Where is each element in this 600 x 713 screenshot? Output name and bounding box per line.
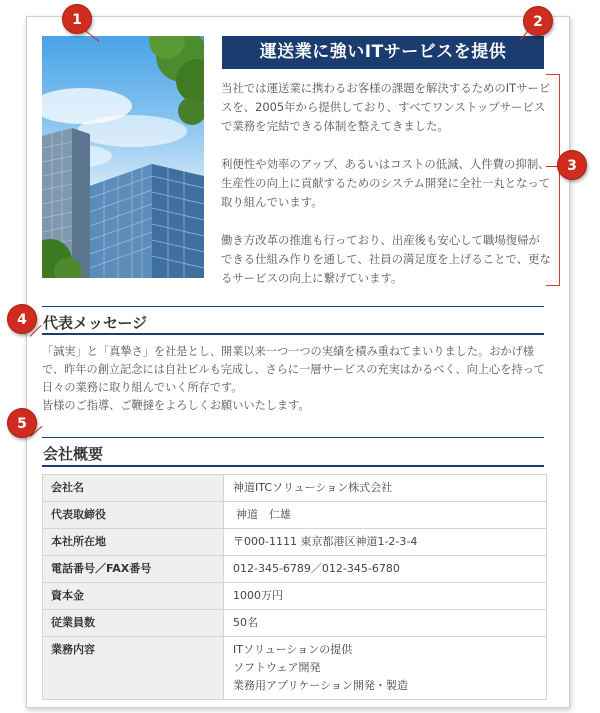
business-item: ソフトウェア開発	[233, 661, 321, 674]
callout-bracket	[546, 74, 560, 286]
message-section-title: 代表メッセージ	[43, 314, 148, 332]
marker-badge-5: 5	[7, 408, 37, 438]
intro-paragraph: 当社では運送業に携わるお客様の課題を解決するためのITサービスを、2005年から提供しており、すべてワンストップサービスで業務を完結できる体制を整えてきました。	[221, 81, 551, 133]
row-value: 1000万円	[224, 583, 547, 610]
office-buildings-image	[42, 36, 204, 278]
marker-badge-1: 1	[62, 4, 92, 34]
marker-badge-2: 2	[523, 6, 553, 36]
section-top-rule	[42, 437, 544, 438]
table-row	[43, 583, 547, 610]
row-label: 従業員数	[43, 610, 224, 637]
section-bottom-rule	[42, 465, 544, 467]
message-line: 「誠実」と「真摯さ」を社是とし、開業以来一つ一つの実績を積み重ねてまいりました。おかげ様で、昨年の創立記念には自社ビルも完成し、さらに一層サービスの充実はかるべく、向上心を持って日々の業務に取り組んでいく所存です。	[42, 345, 545, 394]
intro-paragraph: 利便性や効率のアップ、あるいはコストの低減、人件費の抑制、生産性の向上に貢献するためのシステム開発に全社一丸となって取り組んでいます。	[221, 157, 551, 209]
row-label: 本社所在地	[43, 529, 224, 556]
row-value: 神道 仁雄	[224, 502, 547, 529]
company-info-table	[42, 474, 547, 700]
row-label: 資本金	[43, 583, 224, 610]
row-value: 50名	[224, 610, 547, 637]
row-label: 代表取締役	[43, 502, 224, 529]
marker-badge-4: 4	[7, 304, 37, 334]
row-value: 〒000-1111 東京都港区神道1-2-3-4	[224, 529, 547, 556]
table-row	[43, 475, 547, 502]
message-line: 皆様のご指導、ご鞭撻をよろしくお願いいたします。	[42, 399, 310, 412]
table-row	[43, 556, 547, 583]
row-label: 業務内容	[43, 637, 224, 700]
hero-intro	[221, 79, 551, 288]
table-row	[43, 529, 547, 556]
row-label: 会社名	[43, 475, 224, 502]
intro-paragraph: 働き方改革の推進も行っており、出産後も安心して職場復帰ができる仕組み作りを通して、社員の満足度を上げることで、更なるサービスの向上に繋げています。	[221, 233, 551, 285]
hero-heading: 運送業に強いITサービスを提供	[222, 36, 544, 69]
business-item: 業務用アプリケーション開発・製造	[233, 679, 408, 692]
table-row	[43, 637, 547, 700]
row-value	[224, 637, 547, 700]
hero-photo	[42, 36, 204, 278]
table-row	[43, 502, 547, 529]
row-value: 神道ITCソリューション株式会社	[224, 475, 547, 502]
company-section-title: 会社概要	[43, 445, 104, 463]
business-item: ITソリューションの提供	[233, 643, 353, 656]
row-value: 012-345-6789／012-345-6780	[224, 556, 547, 583]
row-label: 電話番号／FAX番号	[43, 556, 224, 583]
section-top-rule	[42, 306, 544, 307]
message-body	[42, 343, 550, 415]
section-bottom-rule	[42, 333, 544, 335]
table-row	[43, 610, 547, 637]
marker-badge-3: 3	[557, 150, 587, 180]
